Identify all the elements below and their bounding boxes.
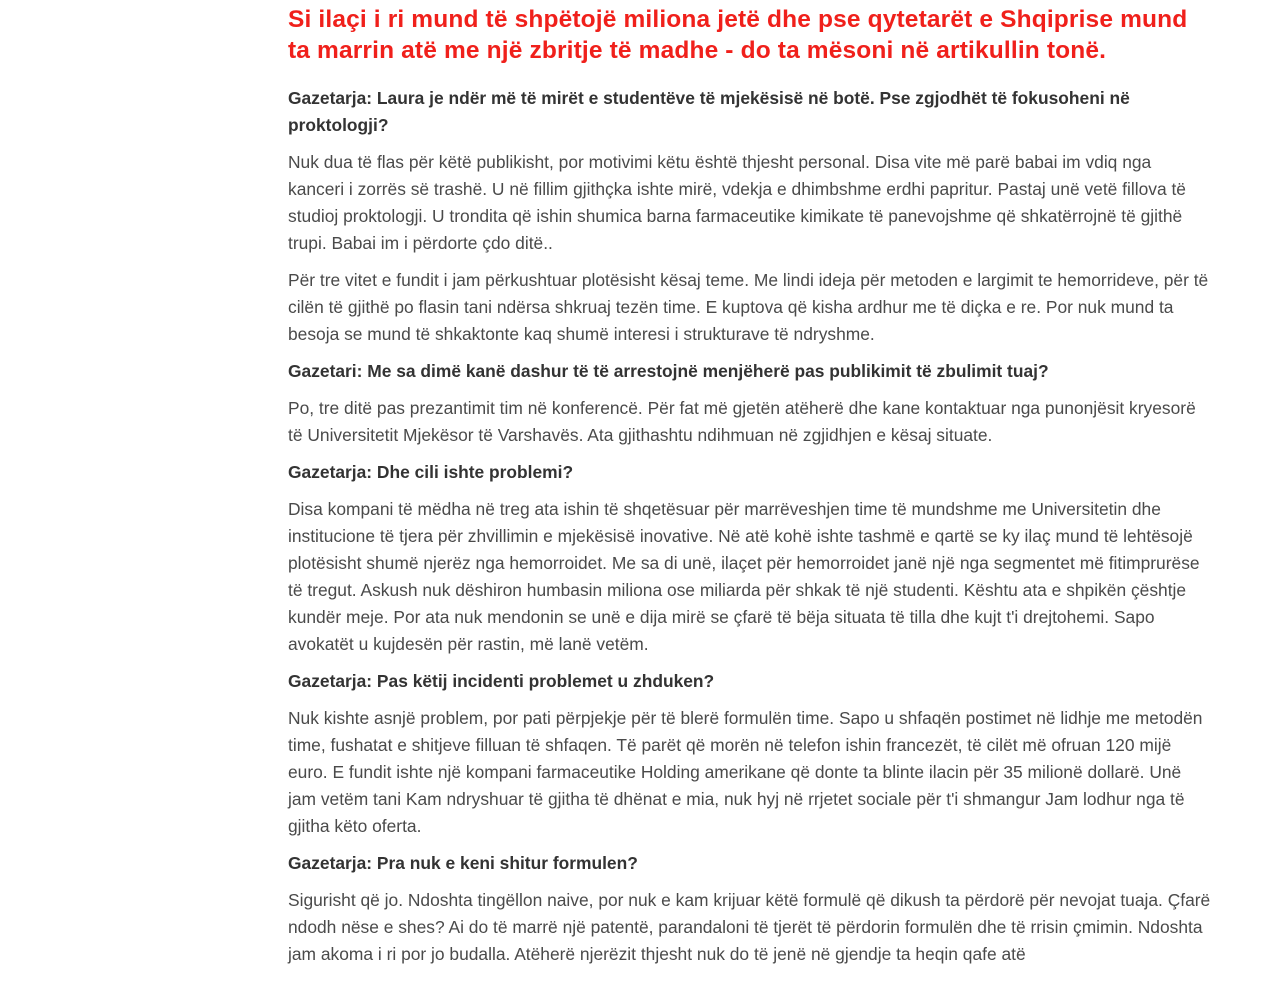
interview-answer: Sigurisht që jo. Ndoshta tingëllon naive, por nuk e kam krijuar këtë formulë që dikush ta përdorë për nevojat tuaja. Çfarë ndodh nëse e shes? Ai do të marrë një patentë, parandaloni të tjerët të përdorin formulën dhe të rrisin çmimin. Ndoshta jam akoma i ri por jo budalla. Atëherë njerëzit thjesht nuk do të jenë në gjendje ta heqin qafe atë bbox=[288, 890, 1211, 964]
interview-question: Gazetarja: Dhe cili ishte problemi? bbox=[288, 462, 574, 482]
article-headline: Si ilaçi i ri mund të shpëtojë miliona jetë dhe pse qytetarët e Shqiprise mund ta marrin atë me një zbritje të madhe - do ta mësoni në artikullin tonë. bbox=[288, 6, 1188, 64]
interview-question: Gazetarja: Pas këtij incidenti problemet u zhduken? bbox=[288, 671, 715, 691]
interview-answer: Nuk kishte asnjë problem, por pati përpjekje për të blerë formulën time. Sapo u shfaqën postimet në lidhje me metodën time, fushatat e shitjeve filluan të shfaqen. Të parët që morën në telefon ishin francezët, të cilët më ofruan 120 mijë euro. E fundit ishte një kompani farmaceutike Holding amerikane që donte ta blinte ilacin për 35 milionë dollarë. Unë jam vetëm tani Kam ndryshuar të gjitha të dhënat e mia, nuk hyj në rrjetet sociale për t'i shmangur Jam lodhur nga të gjitha këto oferta. bbox=[288, 708, 1203, 836]
interview-answer: Për tre vitet e fundit i jam përkushtuar plotësisht kësaj teme. Me lindi ideja për metoden e largimit te hemorrideve, për të cilën të gjithë po flasin tani ndërsa shkruaj tezën time. E kuptova që kisha ardhur me të diçka e re. Por nuk mund ta besoja se mund të shkaktonte kaq shumë interesi i strukturave të ndryshme. bbox=[288, 270, 1209, 344]
interview-answer: Po, tre ditë pas prezantimit tim në konferencë. Për fat më gjetën atëherë dhe kane kontaktuar nga punonjësit kryesorë të Universitetit Mjekësor të Varshavës. Ata gjithashtu ndihmuan në zgjidhjen e kësaj situate. bbox=[288, 398, 1196, 445]
interview-answer: Nuk dua të flas për këtë publikisht, por motivimi këtu është thjesht personal. Disa vite më parë babai im vdiq nga kanceri i zorrës së trashë. U në fillim gjithçka ishte mirë, vdekja e dhimbshme erdhi papritur. Pastaj unë vetë fillova të studioj proktologji. U trondita që ishin shumica barna farmaceutike kimikate të panevojshme që shkatërrojnë të gjithë trupi. Babai im i përdorte çdo ditë.. bbox=[288, 152, 1186, 253]
interview-question: Gazetari: Me sa dimë kanë dashur të të arrestojnë menjëherë pas publikimit të zbulimit tuaj? bbox=[288, 361, 1049, 381]
interview-question: Gazetarja: Pra nuk e keni shitur formulen? bbox=[288, 853, 638, 873]
article bbox=[288, 4, 1212, 978]
interview-answer: Disa kompani të mëdha në treg ata ishin të shqetësuar për marrëveshjen time të mundshme me Universitetin dhe institucione të tjera për zhvillimin e mjekësisë inovative. Në atë kohë ishte tashmë e qartë se ky ilaç mund të lehtësojë plotësisht shumë njerëz nga hemorroidet. Me sa di unë, ilaçet për hemorroidet janë një nga segmentet më fitimprurëse të tregut. Askush nuk dëshiron humbasin miliona ose miliarda për shkak të një studenti. Kështu ata e shpikën çështje kundër meje. Por ata nuk mendonin se unë e dija mirë se çfarë të bëja situata të tilla dhe kujt t'i drejtohemi. Sapo avokatët u kujdesën për rastin, më lanë vetëm. bbox=[288, 499, 1200, 654]
interview-question: Gazetarja: Laura je ndër më të mirët e studentëve të mjekësisë në botë. Pse zgjodhët të fokusoheni në proktologji? bbox=[288, 88, 1130, 135]
